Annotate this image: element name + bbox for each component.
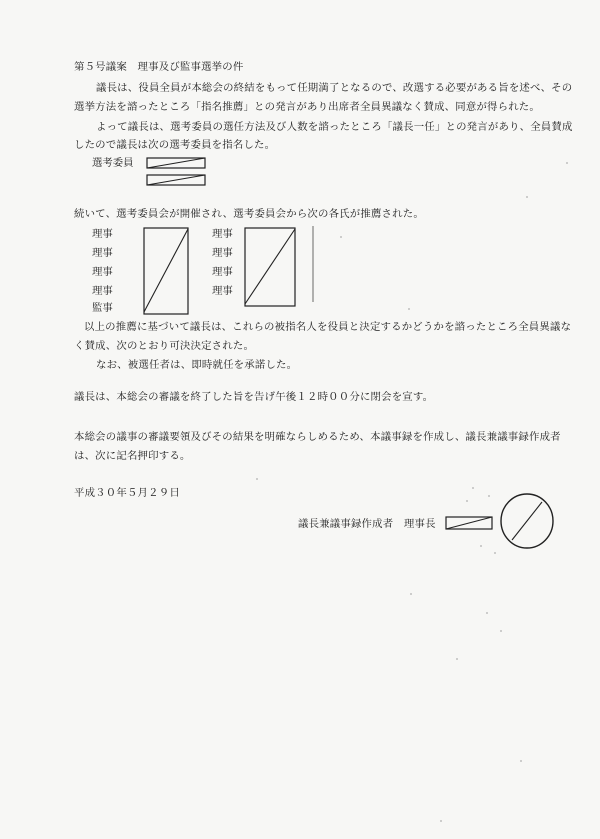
paragraph-1-line-2: 選挙方法を諮ったところ「指名推薦」との発言があり出席者全員異議なく賛成、同意が得られた。: [74, 101, 540, 113]
scan-speck: [466, 500, 468, 502]
paragraph-2-line-2: したので議長は次の選考委員を指名した。: [74, 139, 276, 151]
scan-speck: [256, 478, 258, 480]
scan-speck: [486, 612, 488, 614]
paragraph-4-line-1: 以上の推薦に基づいて議長は、これらの被指名人を役員と決定するかどうかを諮ったところ全員異議な: [84, 321, 572, 333]
paragraph-1-line-1: 議長は、役員全員が本総会の終結をもって任期満了となるので、改選する必要がある旨を述べ、その: [96, 82, 573, 94]
scan-speck: [488, 495, 490, 497]
paragraph-5: なお、被選任者は、即時就任を承諾した。: [96, 359, 298, 371]
paragraph-4-line-2: く賛成、次のとおり可決決定された。: [74, 340, 255, 352]
left-title-5: 監事: [92, 302, 113, 314]
agenda-heading: 第５号議案 理事及び監事選挙の件: [74, 61, 244, 73]
signer-role: 議長兼議事録作成者 理事長: [298, 518, 436, 530]
left-title-2: 理事: [92, 247, 113, 259]
scan-speck: [526, 196, 528, 198]
redacted-committee-names: [146, 156, 208, 190]
scan-speck: [408, 308, 410, 310]
left-title-3: 理事: [92, 266, 113, 278]
closing-paragraph-2-line-2: は、次に記名押印する。: [74, 450, 191, 462]
scan-speck: [480, 545, 482, 547]
scan-speck: [340, 236, 342, 238]
committee-label: 選考委員: [92, 157, 134, 169]
scan-speck: [472, 487, 474, 489]
document-date: 平成３０年５月２９日: [74, 487, 180, 499]
scan-speck: [566, 162, 568, 164]
closing-paragraph-1: 議長は、本総会の審議を終了した旨を告げ午後１２時００分に閉会を宣す。: [74, 391, 434, 403]
left-title-1: 理事: [92, 228, 113, 240]
paragraph-2-line-1: よって議長は、選考委員の選任方法及び人数を諮ったところ「議長一任」との発言があり、全員賛成: [96, 121, 573, 133]
paragraph-3: 続いて、選考委員会が開催され、選考委員会から次の各氏が推薦された。: [74, 208, 424, 220]
scan-speck: [494, 552, 496, 554]
closing-paragraph-2-line-1: 本総会の議事の審議要領及びその結果を明確ならしめるため、本議事録を作成し、議長兼議事録作成者: [74, 431, 561, 443]
scan-speck: [520, 760, 522, 762]
scan-speck: [500, 630, 502, 632]
right-title-4: 理事: [212, 285, 233, 297]
right-title-3: 理事: [212, 266, 233, 278]
redacted-signer-name: [444, 512, 498, 534]
redacted-nominees-left: [142, 226, 192, 318]
redacted-nominees-right: [243, 224, 323, 316]
redacted-seal-stamp: [498, 490, 558, 552]
scan-speck: [410, 593, 412, 595]
scan-speck: [456, 658, 458, 660]
right-title-2: 理事: [212, 247, 233, 259]
scan-speck: [440, 820, 442, 822]
right-title-1: 理事: [212, 228, 233, 240]
left-title-4: 理事: [92, 285, 113, 297]
